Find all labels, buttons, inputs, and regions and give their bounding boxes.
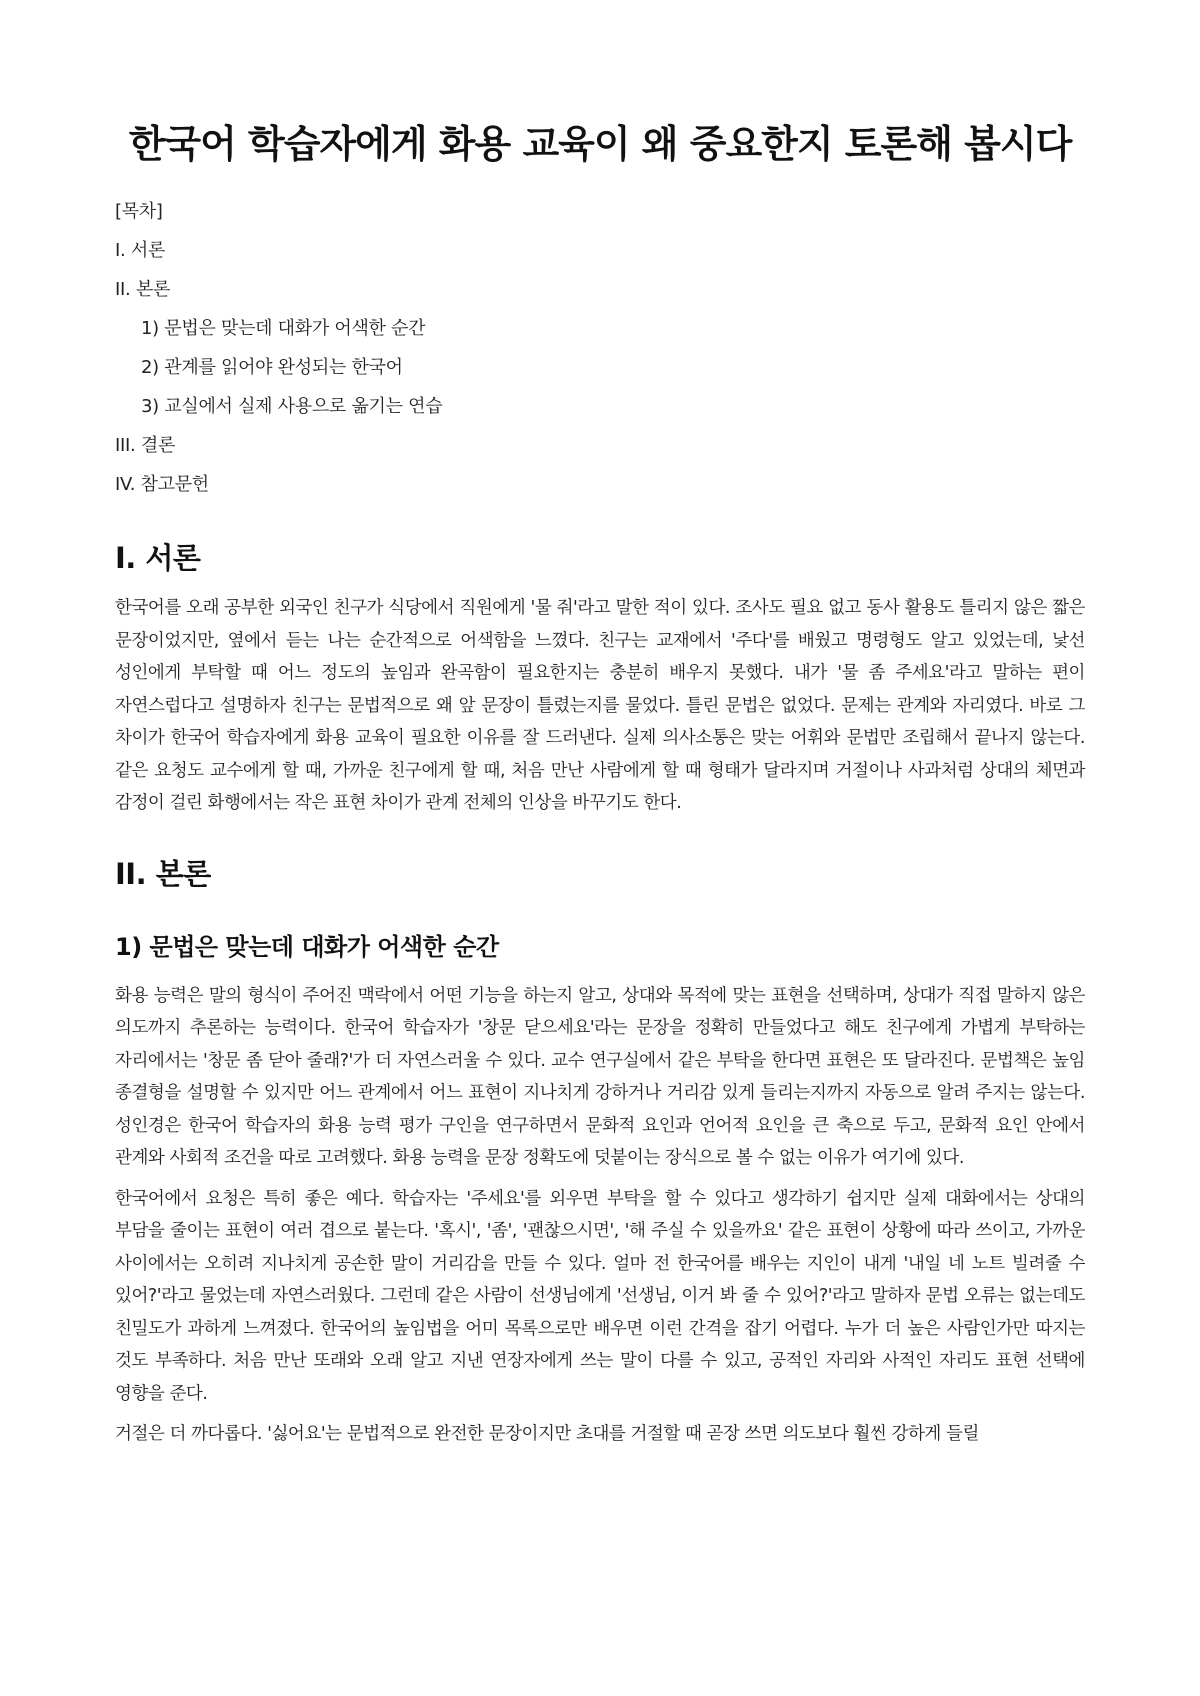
toc-item-intro: I. 서론: [115, 240, 166, 261]
subsection-heading-1: 1) 문법은 맞는데 대화가 어색한 순간: [115, 932, 499, 961]
toc-heading: [목차]: [115, 201, 163, 222]
toc-item-references: IV. 참고문헌: [115, 474, 209, 495]
section-heading-body: II. 본론: [115, 856, 211, 891]
body-paragraph-3: 거절은 더 까다롭다. '싫어요'는 문법적으로 완전한 문장이지만 초대를 거절할 때 곧장 쓰면 의도보다 훨씬 강하게 들릴: [115, 1424, 979, 1444]
intro-paragraph: 한국어를 오래 공부한 외국인 친구가 식당에서 직원에게 '물 줘'라고 말한 적이 있다. 조사도 필요 없고 동사 활용도 틀리지 않은 짧은 문장이었지만, 옆에서 듣는 나는 순간적으로 어색함을 느꼈다. 친구는 교재에서 '주다'를 배웠고 명령형도 알고 있었는데, 낯선 성인에게 부탁할 때 어느 정도의 높임과 완곡함이 필요한지는 충분히 배우지 못했다. 내가 '물 좀 주세요'라고 말하는 편이 자연스럽다고 설명하자 친구는 문법적으로 왜 앞 문장이 틀렸는지를 물었다. 틀린 문법은 없었다. 문제는 관계와 자리였다. 바로 그 차이가 한국어 학습자에게 화용 교육이 필요한 이유를 잘 드러낸다. 실제 의사소통은 맞는 어휘와 문법만 조립해서 끝나지 않는다. 같은 요청도 교수에게 할 때, 가까운 친구에게 할 때, 처음 만난 사람에게 할 때 형태가 달라지며 거절이나 사과처럼 상대의 체면과 감정이 걸린 화행에서는 작은 표현 차이가 관계 전체의 인상을 바꾸기도 한다.: [115, 598, 1085, 813]
table-of-contents: [115, 192, 1085, 504]
document-title: 한국어 학습자에게 화용 교육이 왜 중요한지 토론해 봅시다: [128, 122, 1072, 166]
section-heading-intro: I. 서론: [115, 541, 201, 575]
toc-item-body-1: 1) 문법은 맞는데 대화가 어색한 순간: [141, 318, 426, 339]
body-paragraph-2: 한국어에서 요청은 특히 좋은 예다. 학습자는 '주세요'를 외우면 부탁을 할 수 있다고 생각하기 쉽지만 실제 대화에서는 상대의 부담을 줄이는 표현이 여러 겹으로 붙는다. '혹시', '좀', '괜찮으시면', '해 주실 수 있을까요' 같은 표현이 상황에 따라 쓰이고, 가까운 사이에서는 오히려 지나치게 공손한 말이 거리감을 만들 수 있다. 얼마 전 한국어를 배우는 지인이 내게 '내일 네 노트 빌려줄 수 있어?'라고 물었는데 자연스러웠다. 그런데 같은 사람이 선생님에게 '선생님, 이거 봐 줄 수 있어?'라고 말하자 문법 오류는 없는데도 친밀도가 과하게 느껴졌다. 한국어의 높임법을 어미 목록으로만 배우면 이런 간격을 잡기 어렵다. 누가 더 높은 사람인가만 따지는 것도 부족하다. 처음 만난 또래와 오래 알고 지낸 연장자에게 쓰는 말이 다를 수 있고, 공적인 자리와 사적인 자리도 표현 선택에 영향을 준다.: [115, 1188, 1085, 1404]
toc-item-body: II. 본론: [115, 279, 171, 300]
body-paragraph-1: 화용 능력은 말의 형식이 주어진 맥락에서 어떤 기능을 하는지 알고, 상대와 목적에 맞는 표현을 선택하며, 상대가 직접 말하지 않은 의도까지 추론하는 능력이다. 한국어 학습자가 '창문 닫으세요'라는 문장을 정확히 만들었다고 해도 친구에게 가볍게 부탁하는 자리에서는 '창문 좀 닫아 줄래?'가 더 자연스러울 수 있다. 교수 연구실에서 같은 부탁을 한다면 표현은 또 달라진다. 문법책은 높임 종결형을 설명할 수 있지만 어느 관계에서 어느 표현이 지나치게 강하거나 거리감 있게 들리는지까지 자동으로 알려 주지는 않는다. 성인경은 한국어 학습자의 화용 능력 평가 구인을 연구하면서 문화적 요인과 언어적 요인을 큰 축으로 두고, 문화적 요인 안에서 관계와 사회적 조건을 따로 고려했다. 화용 능력을 문장 정확도에 덧붙이는 장식으로 볼 수 없는 이유가 여기에 있다.: [115, 985, 1085, 1168]
toc-item-body-3: 3) 교실에서 실제 사용으로 옮기는 연습: [141, 396, 443, 417]
toc-item-body-2: 2) 관계를 읽어야 완성되는 한국어: [141, 357, 403, 378]
toc-item-conclusion: III. 결론: [115, 435, 176, 456]
